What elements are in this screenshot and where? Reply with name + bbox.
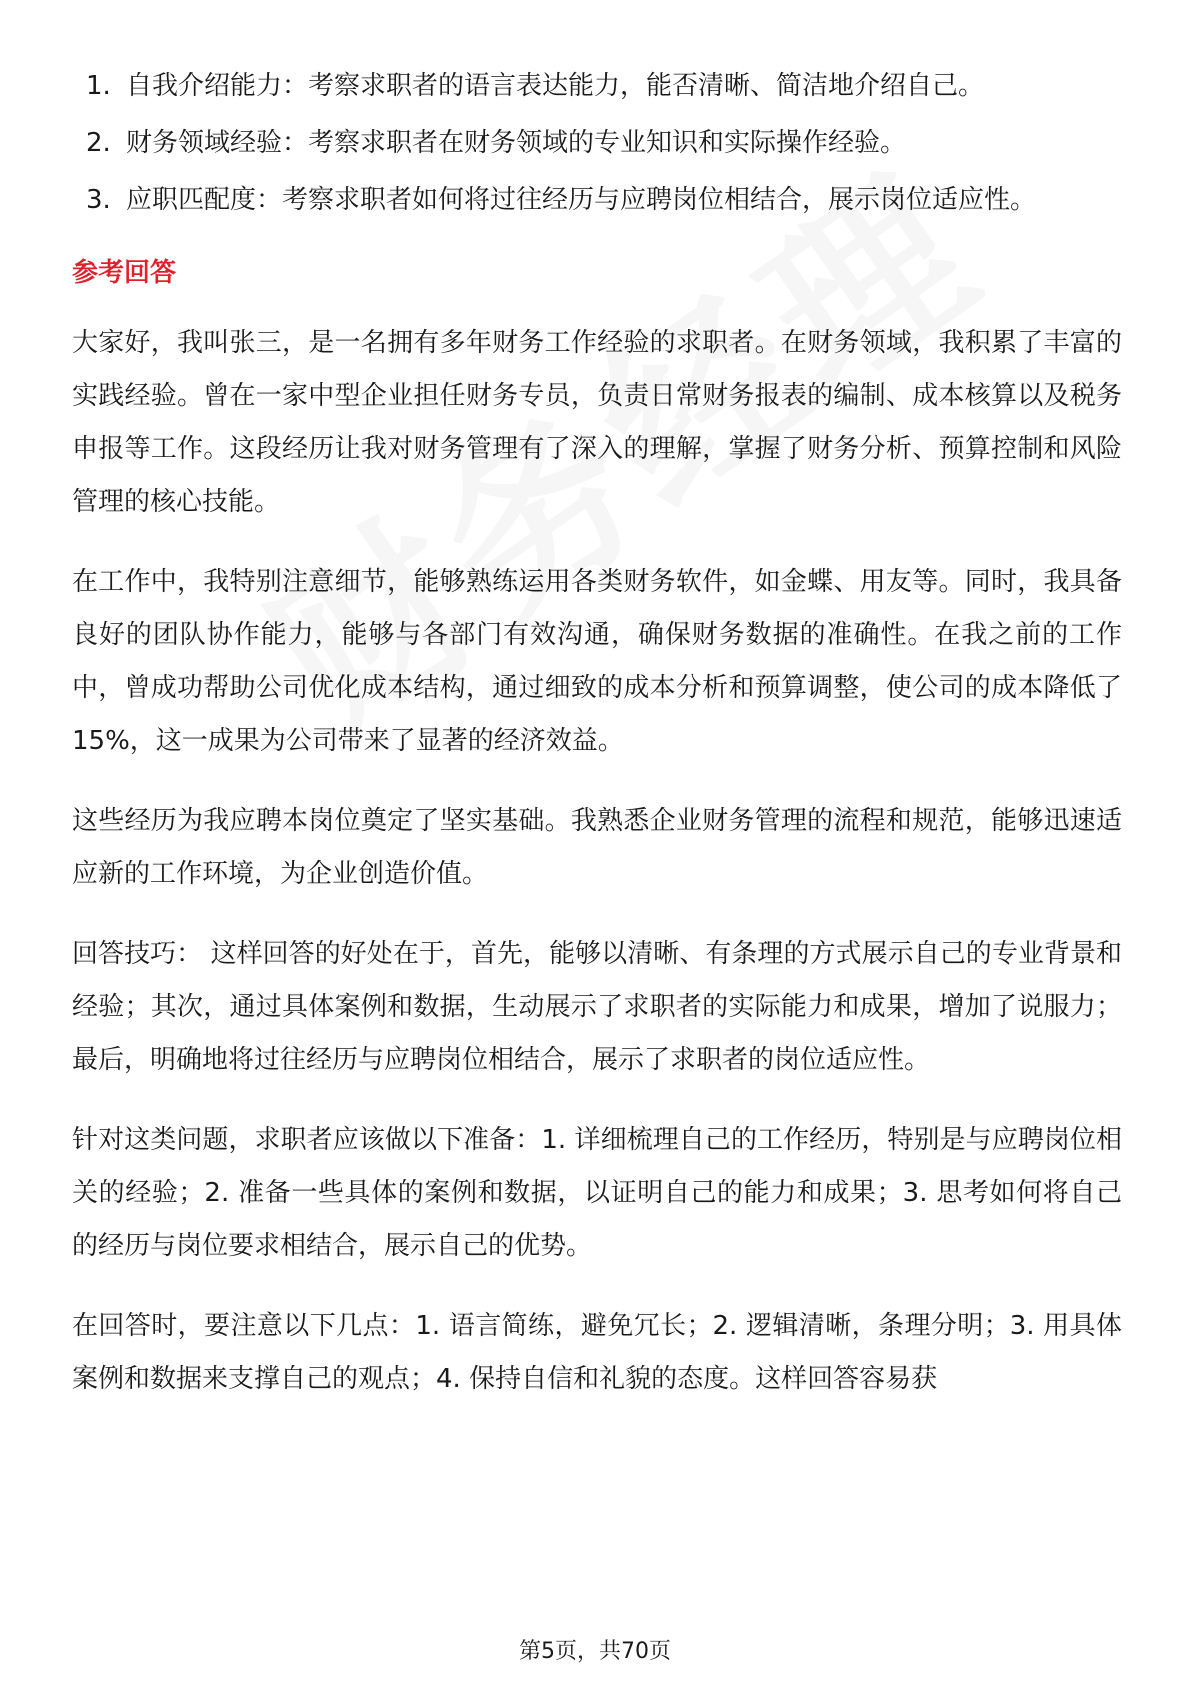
document-body	[72, 58, 1122, 1433]
paragraph-work: 在工作中，我特别注意细节，能够熟练运用各类财务软件，如金蝶、用友等。同时，我具备良好的团队协作能力，能够与各部门有效沟通，确保财务数据的准确性。在我之前的工作中，曾成功帮助公司优化成本结构，通过细致的成本分析和预算调整，使公司的成本降低了15%，这一成果为公司带来了显著的经济效益。	[72, 567, 1122, 756]
paragraph-notes: 在回答时，要注意以下几点：1. 语言简练，避免冗长；2. 逻辑清晰，条理分明；3. 用具体案例和数据来支撑自己的观点；4. 保持自信和礼貌的态度。这样回答容易获	[72, 1311, 1122, 1394]
list-item-number: 3.	[86, 185, 111, 215]
page-number: 第5页，共70页	[519, 1639, 671, 1664]
criteria-list	[72, 58, 1122, 229]
paragraph-preparation: 针对这类问题，求职者应该做以下准备：1. 详细梳理自己的工作经历，特别是与应聘岗位相关的经验；2. 准备一些具体的案例和数据，以证明自己的能力和成果；3. 思考如何将自己的经历与岗位要求相结合，展示自己的优势。	[72, 1125, 1122, 1261]
paragraph-tips: 回答技巧： 这样回答的好处在于，首先，能够以清晰、有条理的方式展示自己的专业背景和经验；其次，通过具体案例和数据，生动展示了求职者的实际能力和成果，增加了说服力；最后，明确地将过往经历与应聘岗位相结合，展示了求职者的岗位适应性。	[72, 939, 1122, 1075]
paragraph-intro: 大家好，我叫张三，是一名拥有多年财务工作经验的求职者。在财务领域，我积累了丰富的实践经验。曾在一家中型企业担任财务专员，负责日常财务报表的编制、成本核算以及税务申报等工作。这段经历让我对财务管理有了深入的理解，掌握了财务分析、预算控制和风险管理的核心技能。	[72, 328, 1122, 517]
list-item	[72, 58, 1122, 115]
list-item-number: 2.	[86, 128, 111, 158]
list-item	[72, 172, 1122, 229]
paragraph-foundation: 这些经历为我应聘本岗位奠定了坚实基础。我熟悉企业财务管理的流程和规范，能够迅速适应新的工作环境，为企业创造价值。	[72, 806, 1122, 889]
list-item	[72, 115, 1122, 172]
list-item-number: 1.	[86, 71, 111, 101]
section-heading: 参考回答	[72, 258, 177, 288]
list-item-text: 应职匹配度：考察求职者如何将过往经历与应聘岗位相结合，展示岗位适应性。	[126, 185, 1037, 215]
list-item-text: 自我介绍能力：考察求职者的语言表达能力，能否清晰、简洁地介绍自己。	[126, 71, 985, 101]
list-item-text: 财务领域经验：考察求职者在财务领域的专业知识和实际操作经验。	[126, 128, 907, 158]
